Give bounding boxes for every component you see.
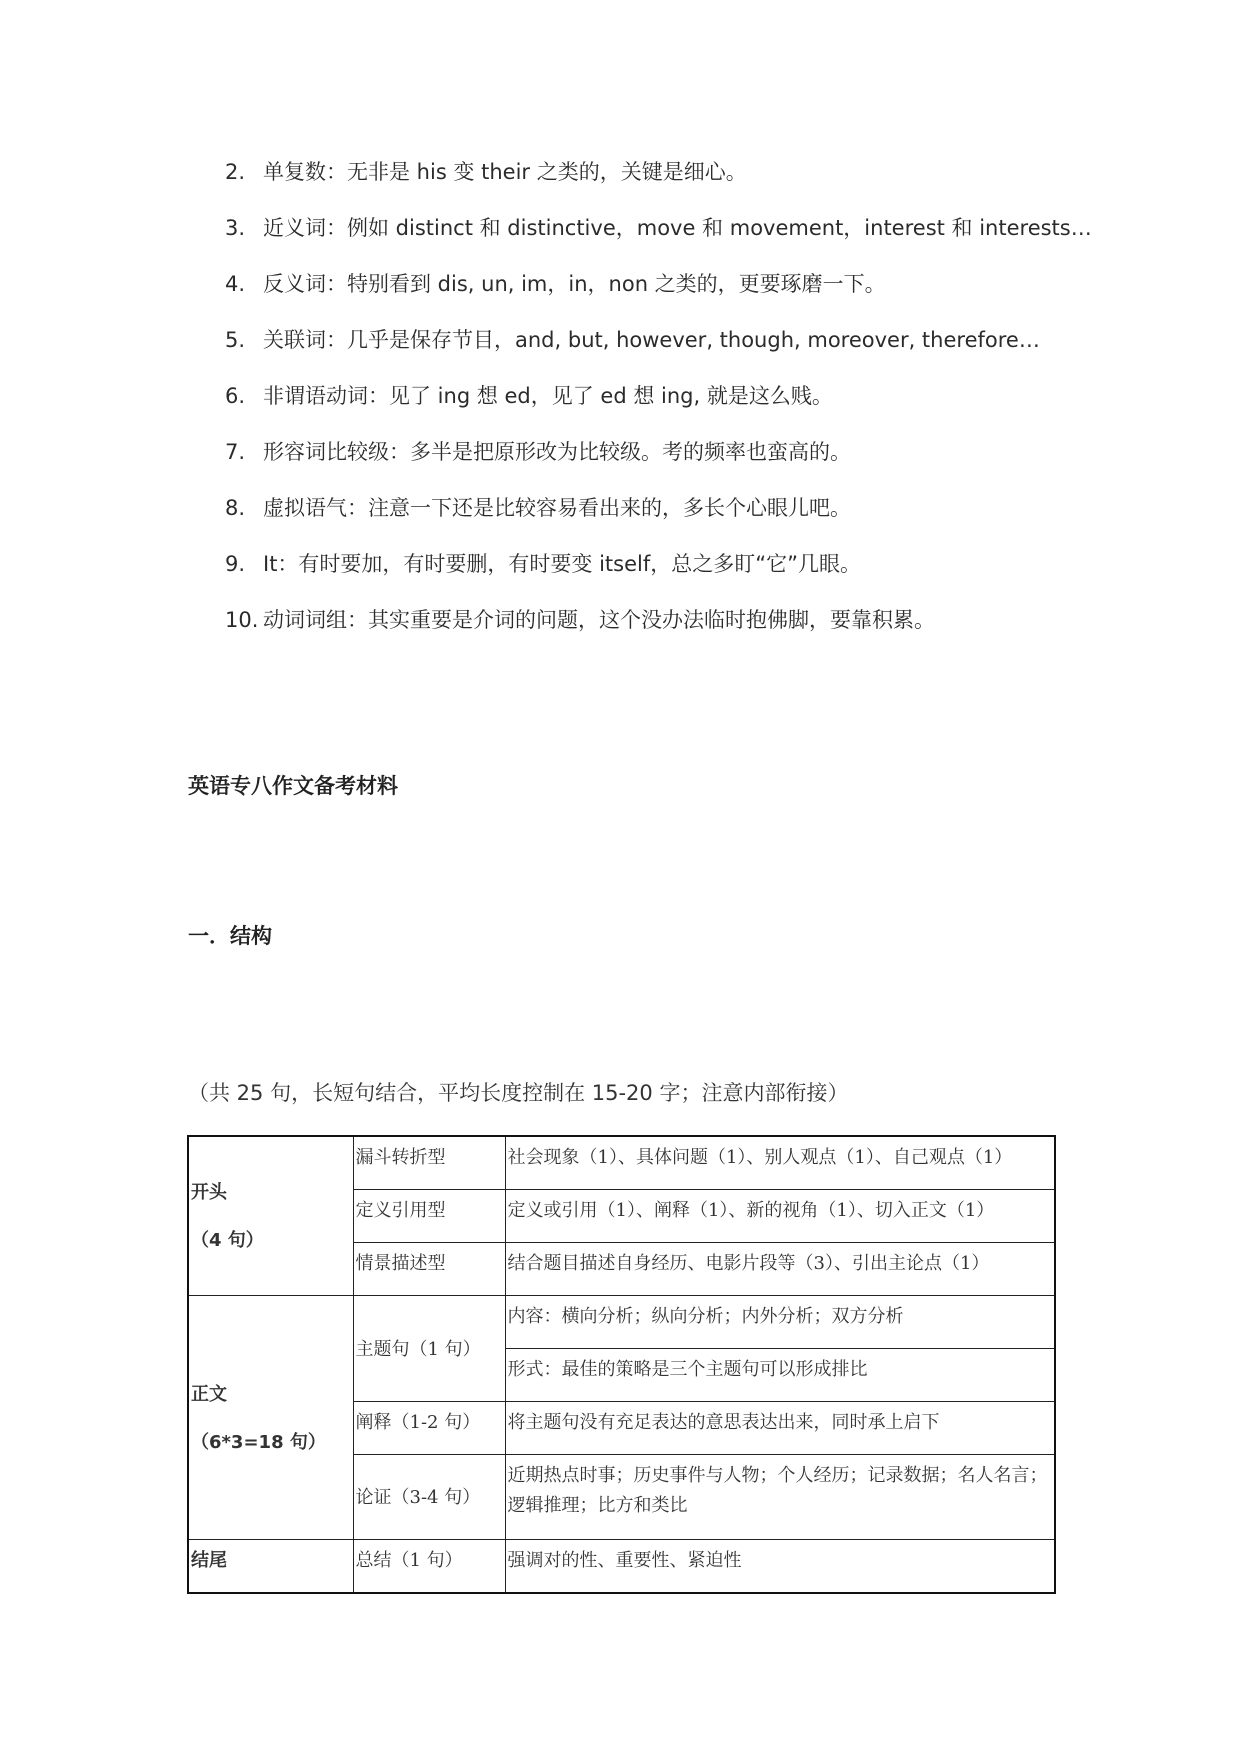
numbered-list (225, 160, 1125, 664)
body-cell (188, 1296, 353, 1540)
opening-desc: 定义或引用（1）、阐释（1）、新的视角（1）、切入正文（1） (505, 1190, 1055, 1243)
list-number: 3. (225, 216, 246, 240)
explain-desc: 将主题句没有充足表达的意思表达出来，同时承上启下 (505, 1402, 1055, 1455)
list-item (225, 328, 1125, 384)
argue-label: 论证（3-4 句） (353, 1455, 505, 1540)
list-number: 4. (225, 272, 246, 296)
table-row (188, 1540, 1055, 1594)
topic-sentence-label: 主题句（1 句） (353, 1296, 505, 1402)
list-item (225, 608, 1125, 664)
list-number: 5. (225, 328, 246, 352)
list-number: 2. (225, 160, 246, 184)
list-number: 9. (225, 552, 246, 576)
ending-label: 总结（1 句） (353, 1540, 505, 1594)
list-text: It：有时要加，有时要删，有时要变 itself，总之多盯“它”几眼。 (263, 552, 862, 576)
list-text: 关联词：几乎是保存节目，and, but, however, though, moreover, therefore… (263, 328, 1040, 352)
list-item (225, 440, 1125, 496)
list-number: 6. (225, 384, 246, 408)
ending-cell (188, 1540, 353, 1594)
opening-type: 情景描述型 (353, 1243, 505, 1296)
list-item (225, 272, 1125, 328)
document-title: 英语专八作文备考材料 (188, 774, 398, 798)
body-name: 正文 (191, 1383, 227, 1405)
opening-type: 漏斗转折型 (353, 1136, 505, 1190)
topic-content: 内容：横向分析；纵向分析；内外分析；双方分析 (505, 1296, 1055, 1349)
opening-type: 定义引用型 (353, 1190, 505, 1243)
list-number: 8. (225, 496, 246, 520)
table-row (188, 1136, 1055, 1190)
structure-table (187, 1135, 1056, 1594)
list-text: 动词词组：其实重要是介词的问题，这个没办法临时抱佛脚，要靠积累。 (263, 608, 935, 632)
opening-name: 开头 (191, 1182, 227, 1203)
opening-desc: 结合题目描述自身经历、电影片段等（3）、引出主论点（1） (505, 1243, 1055, 1296)
opening-count: （4 句） (191, 1230, 264, 1251)
body-count: （6*3=18 句） (191, 1431, 326, 1453)
list-item (225, 216, 1125, 272)
list-text: 非谓语动词：见了 ing 想 ed，见了 ed 想 ing, 就是这么贱。 (263, 384, 833, 408)
list-number: 10. (225, 608, 259, 632)
ending-name: 结尾 (191, 1550, 227, 1571)
list-text: 虚拟语气：注意一下还是比较容易看出来的，多长个心眼儿吧。 (263, 496, 851, 520)
table-row (188, 1296, 1055, 1349)
topic-form: 形式：最佳的策略是三个主题句可以形成排比 (505, 1349, 1055, 1402)
list-item (225, 496, 1125, 552)
list-item (225, 552, 1125, 608)
list-text: 反义词：特别看到 dis, un, im，in，non 之类的，更要琢磨一下。 (263, 272, 886, 296)
opening-cell (188, 1136, 353, 1296)
list-text: 近义词：例如 distinct 和 distinctive，move 和 movement，interest 和 interests… (263, 216, 1092, 240)
list-text: 形容词比较级：多半是把原形改为比较级。考的频率也蛮高的。 (263, 440, 851, 464)
section-heading: 一．结构 (188, 924, 272, 948)
list-number: 7. (225, 440, 246, 464)
structure-note: （共 25 句，长短句结合，平均长度控制在 15-20 字；注意内部衔接） (188, 1081, 849, 1105)
list-text: 单复数：无非是 his 变 their 之类的，关键是细心。 (263, 160, 747, 184)
argue-desc: 近期热点时事；历史事件与人物；个人经历；记录数据；名人名言；逻辑推理；比方和类比 (505, 1455, 1055, 1540)
explain-label: 阐释（1-2 句） (353, 1402, 505, 1455)
list-item (225, 160, 1125, 216)
opening-desc: 社会现象（1）、具体问题（1）、别人观点（1）、自己观点（1） (505, 1136, 1055, 1190)
list-item (225, 384, 1125, 440)
ending-desc: 强调对的性、重要性、紧迫性 (505, 1540, 1055, 1594)
